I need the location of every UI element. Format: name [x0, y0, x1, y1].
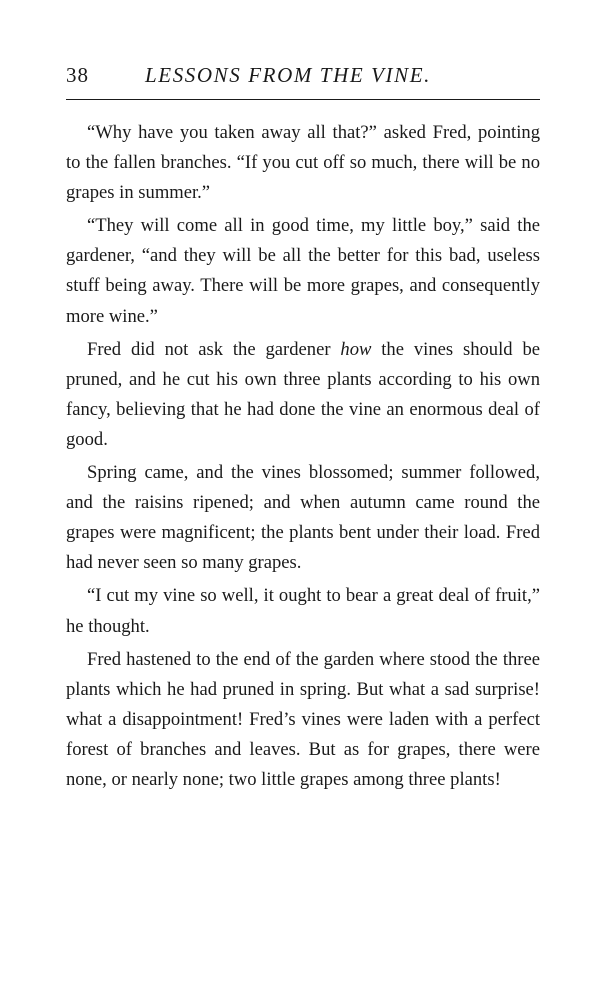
paragraph-1: “Why have you taken away all that?” asked Fred, pointing to the fallen branches. “If you cut off so much, there will be no grapes in summer.”: [66, 122, 540, 204]
paragraph-2: “They will come all in good time, my little boy,” said the gardener, “and they will be all the better for this bad, useless stuff being away. There will be more grapes, and consequently more wine.”: [66, 215, 540, 327]
paragraph-6: Fred hastened to the end of the garden where stood the three plants which he had pruned in spring. But what a sad surprise! what a disappointment! Fred’s vines were laden with a perfect forest of branches and leaves. But as for grapes, there were none, or nearly none; two little grapes among three plants!: [66, 648, 540, 790]
page-number: 38: [66, 63, 89, 87]
emphasized-word: how: [340, 338, 372, 360]
paragraph-3-after: the vines should be pruned, and he cut his own three plants according to his own fancy, believing that he had done the vine an enormous deal of good.: [66, 338, 540, 450]
paragraph-4: Spring came, and the vines blossomed; summer followed, and the raisins ripened; and when autumn came round the grapes were magnificent; the plants bent under their load. Fred had never seen so many grapes.: [66, 462, 540, 574]
running-head: [66, 62, 540, 92]
paragraph-3: [66, 335, 540, 455]
paragraph-5: “I cut my vine so well, it ought to bear a great deal of fruit,” he thought.: [66, 585, 540, 637]
running-title: LESSONS FROM THE VINE.: [145, 63, 432, 87]
body-text: [66, 118, 540, 798]
paragraph-3-before: Fred did not ask the gardener: [87, 338, 341, 360]
header-rule: [66, 99, 540, 100]
